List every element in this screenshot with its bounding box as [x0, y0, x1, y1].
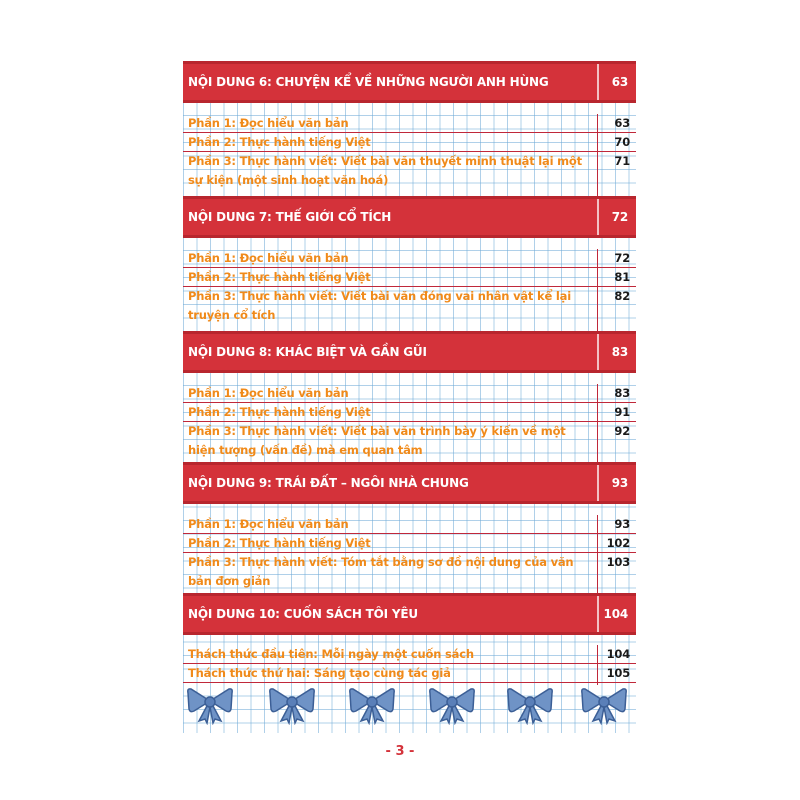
section-header: [183, 462, 636, 504]
toc-entry[interactable]: [183, 515, 636, 534]
section-page: 93: [611, 476, 628, 490]
toc-entry[interactable]: [183, 664, 636, 683]
bow-decoration-row: [183, 685, 636, 733]
toc-entry[interactable]: [183, 553, 636, 593]
section-header: [183, 196, 636, 238]
header-divider: [597, 334, 599, 370]
bow-icon: [427, 685, 477, 725]
entry-title: Phần 3: Thực hành viết: Viết bài văn thuyết minh thuật lại một sự kiện (một sinh hoạt văn hoá): [188, 154, 582, 187]
entry-title: Phần 3: Thực hành viết: Viết bài văn trình bày ý kiến về một hiện tượng (vấn đề) mà em quan tâm: [188, 424, 566, 457]
entry-title: Phần 2: Thực hành tiếng Việt: [188, 135, 371, 149]
header-divider: [597, 199, 599, 235]
toc-entry[interactable]: [183, 133, 636, 152]
entry-page: 105: [606, 666, 630, 680]
entry-page: 92: [614, 424, 630, 438]
entry-page: 82: [614, 289, 630, 303]
bow-icon: [579, 685, 629, 725]
entry-title: Thách thức đầu tiên: Mỗi ngày một cuốn sách: [188, 647, 474, 661]
toc-entry[interactable]: [183, 384, 636, 403]
entry-title: Phần 1: Đọc hiểu văn bản: [188, 251, 349, 265]
entry-title: Phần 2: Thực hành tiếng Việt: [188, 405, 371, 419]
entry-title: Phần 1: Đọc hiểu văn bản: [188, 116, 349, 130]
section-title: NỘI DUNG 9: TRÁI ĐẤT – NGÔI NHÀ CHUNG: [188, 476, 469, 490]
section-entries: [183, 515, 636, 600]
entry-title: Phần 1: Đọc hiểu văn bản: [188, 386, 349, 400]
toc-entry[interactable]: [183, 114, 636, 133]
entry-title: Phần 3: Thực hành viết: Viết bài văn đóng vai nhân vật kể lại truyện cổ tích: [188, 289, 571, 322]
page-number: - 3 -: [385, 744, 415, 759]
entry-title: Phần 3: Thực hành viết: Tóm tắt bằng sơ đồ nội dung của văn bản đơn giản: [188, 555, 574, 588]
toc-section-9: [183, 462, 636, 600]
section-title: NỘI DUNG 7: THẾ GIỚI CỔ TÍCH: [188, 210, 392, 224]
section-page: 72: [611, 210, 628, 224]
toc-entry[interactable]: [183, 403, 636, 422]
toc-entry[interactable]: [183, 645, 636, 664]
toc-section-8: [183, 331, 636, 464]
entry-title: Thách thức thứ hai: Sáng tạo cùng tác giả: [188, 666, 451, 680]
section-title: NỘI DUNG 8: KHÁC BIỆT VÀ GẦN GŨI: [188, 345, 427, 359]
header-divider: [597, 596, 599, 632]
toc-entry[interactable]: [183, 287, 636, 327]
section-title: NỘI DUNG 6: CHUYỆN KỂ VỀ NHỮNG NGƯỜI ANH HÙNG: [188, 75, 549, 89]
section-title: NỘI DUNG 10: CUỐN SÁCH TÔI YÊU: [188, 607, 418, 621]
bow-icon: [185, 685, 235, 725]
entry-title: Phần 2: Thực hành tiếng Việt: [188, 270, 371, 284]
section-header: [183, 593, 636, 635]
toc-entry[interactable]: [183, 249, 636, 268]
entry-page: 83: [614, 386, 630, 400]
entry-page: 102: [606, 536, 630, 550]
section-page: 83: [611, 345, 628, 359]
entry-page: 70: [614, 135, 630, 149]
entry-title: Phần 2: Thực hành tiếng Việt: [188, 536, 371, 550]
toc-entry[interactable]: [183, 534, 636, 553]
toc-section-7: [183, 196, 636, 334]
section-entries: [183, 384, 636, 464]
entry-page: 104: [606, 647, 630, 661]
entry-page: 72: [614, 251, 630, 265]
section-entries: [183, 645, 636, 685]
section-page: 104: [603, 607, 628, 621]
toc-entry[interactable]: [183, 422, 636, 462]
entry-page: 81: [614, 270, 630, 284]
entry-page: 91: [614, 405, 630, 419]
section-entries: [183, 249, 636, 334]
entry-page: 63: [614, 116, 630, 130]
toc-sheet: [183, 61, 636, 733]
section-header: [183, 331, 636, 373]
header-divider: [597, 465, 599, 501]
toc-section-10: [183, 593, 636, 685]
toc-entry[interactable]: [183, 268, 636, 287]
entry-title: Phần 1: Đọc hiểu văn bản: [188, 517, 349, 531]
entry-page: 71: [614, 154, 630, 168]
section-header: [183, 61, 636, 103]
entry-page: 103: [606, 555, 630, 569]
entry-page: 93: [614, 517, 630, 531]
bow-icon: [347, 685, 397, 725]
bow-icon: [267, 685, 317, 725]
section-page: 63: [611, 75, 628, 89]
bow-icon: [505, 685, 555, 725]
header-divider: [597, 64, 599, 100]
